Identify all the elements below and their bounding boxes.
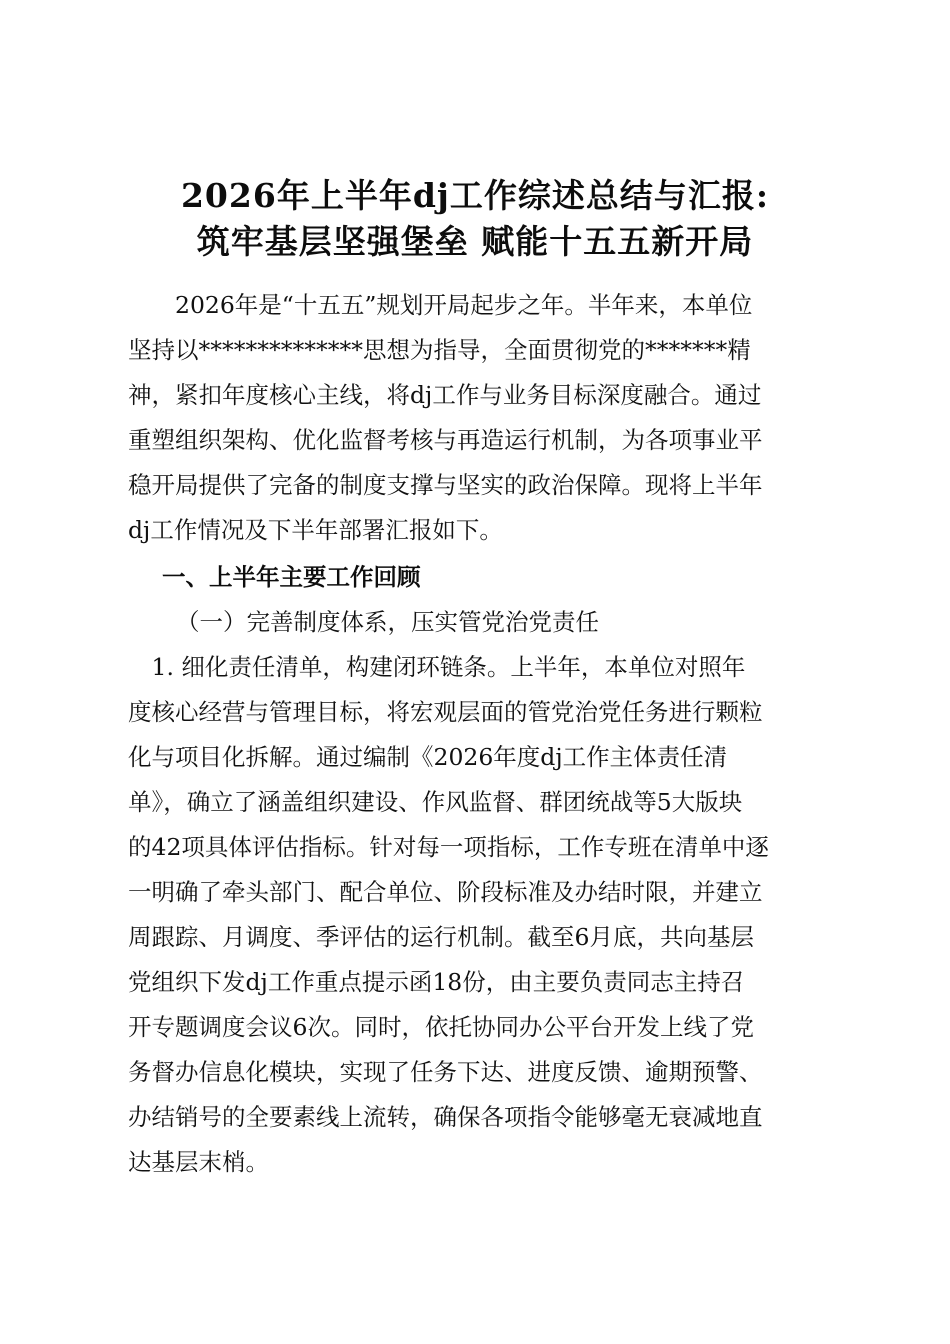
item-line: 化与项目化拆解。通过编制《2026年度dj工作主体责任清 (128, 743, 728, 771)
intro-line: 坚持以**************思想为指导，全面贯彻党的*******精 (128, 336, 751, 364)
subsection-heading: （一）完善制度体系，压实管党治党责任 (176, 608, 599, 636)
item-line: 党组织下发dj工作重点提示函18份，由主要负责同志主持召 (128, 968, 745, 996)
intro-line: 神，紧扣年度核心主线，将dj工作与业务目标深度融合。通过 (128, 381, 762, 409)
section-heading: 一、上半年主要工作回顾 (162, 563, 421, 591)
intro-line: 2026年是“十五五”规划开局起步之年。半年来，本单位 (128, 291, 753, 319)
item-line: 一明确了牵头部门、配合单位、阶段标准及办结时限，并建立 (128, 878, 763, 906)
item-line: 开专题调度会议6次。同时，依托协同办公平台开发上线了党 (128, 1013, 754, 1041)
item-line: 办结销号的全要素线上流转，确保各项指令能够毫无衰减地直 (128, 1103, 763, 1131)
document-title-line-1: 2026年上半年dj工作综述总结与汇报: (180, 176, 770, 215)
intro-line: dj工作情况及下半年部署汇报如下。 (128, 516, 503, 544)
item-line: 达基层末梢。 (128, 1148, 269, 1176)
item-line: 周跟踪、月调度、季评估的运行机制。截至6月底，共向基层 (128, 923, 754, 951)
intro-line: 重塑组织架构、优化监督考核与再造运行机制，为各项事业平 (128, 426, 763, 454)
intro-paragraph (128, 283, 828, 553)
intro-line: 稳开局提供了完备的制度支撑与坚实的政治保障。现将上半年 (128, 471, 763, 499)
item-line: 单》，确立了涵盖组织建设、作风监督、群团统战等5大版块 (128, 788, 743, 816)
item-paragraph (128, 645, 828, 1185)
item-line: 务督办信息化模块，实现了任务下达、进度反馈、逾期预警、 (128, 1058, 763, 1086)
item-line: 的42项具体评估指标。针对每一项指标，工作专班在清单中逐 (128, 833, 769, 861)
item-line: 度核心经营与管理目标，将宏观层面的管党治党任务进行颗粒 (128, 698, 763, 726)
document-title-line-2: 筑牢基层坚强堡垒 赋能十五五新开局 (196, 222, 754, 261)
item-line: 1. 细化责任清单，构建闭环链条。上半年，本单位对照年 (128, 653, 746, 681)
